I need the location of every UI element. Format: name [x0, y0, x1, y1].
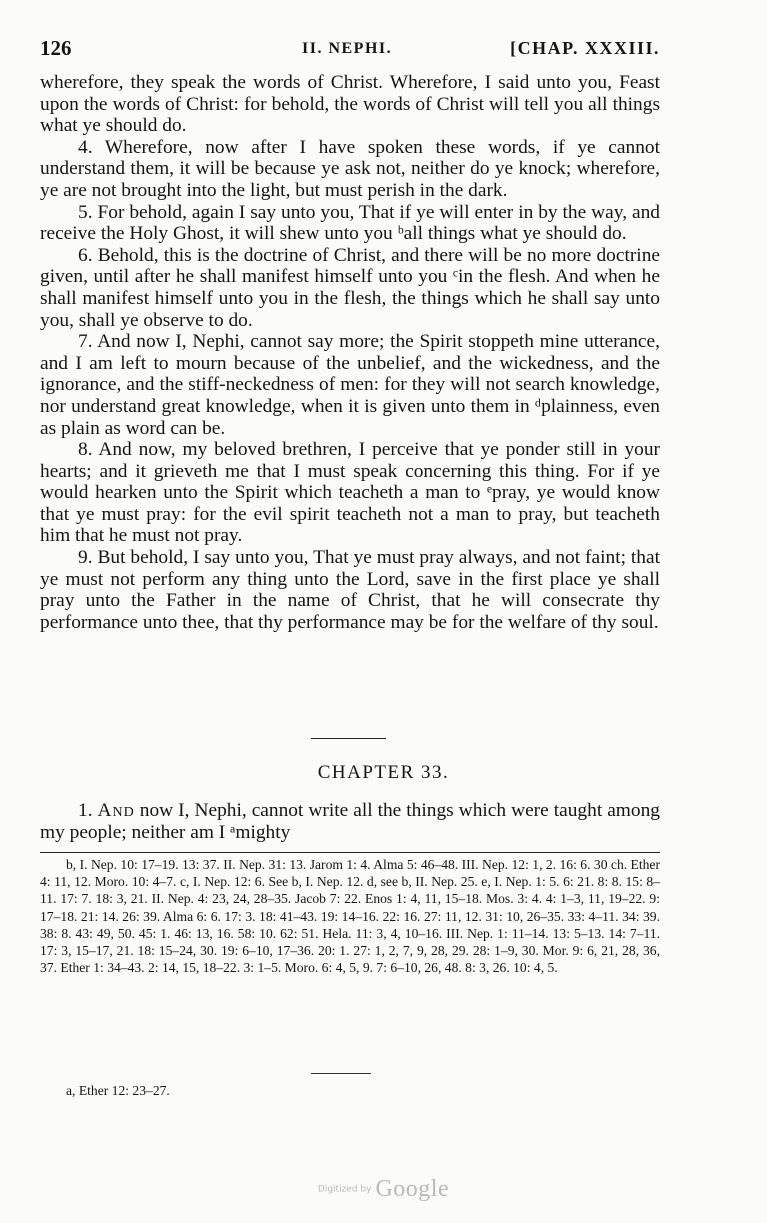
page-number: 126 [40, 36, 72, 60]
digitized-watermark [0, 1176, 767, 1203]
cross-reference-text: b, I. Nep. 10: 17–19. 13: 37. II. Nep. 31: 13. Jarom 1: 4. Alma 5: 46–48. III. Nep. 12: 1, 2. 16: 6. 30 ch. Ether 4: 11, 12. Moro. 10: 4–7. c, I. Nep. 12: 6. See b, I. Nep. 12. d, see b, II. Nep. 25. e, I. Nep. 1: 5. 6: 21. 8: 8. 15: 8–11. 17: 7. 18: 3, 21. II. Nep. 4: 23, 24, 28–35. Jacob 7: 22. Enos 1: 4, 11, 15–18. Mos. 3: 4. 4: 1–3, 11, 19–22. 9: 17–18. 21: 14. 26: 39. Alma 6: 6. 17: 3. 18: 41–43. 19: 14–16. 22: 16. 27: 11, 12. 31: 10, 26–35. 33: 4–11. 34: 39. 38: 8. 43: 49, 50. 45: 1. 46: 13, 16. 58: 10. 62: 51. Hela. 11: 3, 4, 10–16. III. Nep. 1: 11–14. 13: 5–13. 14: 7–11. 17: 3, 15–17, 21. 18: 15–24, 30. 19: 6–10, 17–36. 20: 1. 27: 1, 2, 7, 9, 28, 29. 28: 1–9, 30. Mor. 9: 6, 21, 28, 36, 37. Ether 1: 34–43. 2: 14, 15, 18–22. 3: 1–5. Moro. 6: 4, 5, 9. 7: 6–10, 26, 48. 8: 3, 26. 10: 4, 5. [40, 857, 660, 976]
chapter-33-verse-1 [40, 800, 660, 843]
verse-text: now I, Nephi, cannot write all the things which were taught among my people; neither am I ᵃmighty [40, 800, 660, 843]
verse-6: 6. Behold, this is the doctrine of Christ, and there will be no more doctrine given, until after he shall manifest himself unto you ᶜin the flesh. And when he shall manifest himself unto you in the flesh, the things which he shall say unto you, shall ye observe to do. [40, 244, 660, 331]
verse-7: 7. And now I, Nephi, cannot say more; the Spirit stoppeth mine utterance, and I am left to mourn because of the unbelief, and the wickedness, and the ignorance, and the stiff-neckedness of men: for they will not search knowledge, nor understand great knowledge, when it is given unto them in ᵈplainness, even as plain as word can be. [40, 331, 660, 439]
verse-number: 1. [78, 800, 93, 821]
chapter-heading: CHAPTER 33. [317, 762, 450, 783]
paragraph-continuation: wherefore, they speak the words of Christ. Wherefore, I said unto you, Feast upon the words of Christ: for behold, the words of Christ will tell you all things what ye should do. [40, 72, 660, 137]
verse-5: 5. For behold, again I say unto you, That if ye will enter in by the way, and receive the Holy Ghost, it will shew unto you ᵇall things what ye should do. [40, 201, 660, 245]
verse-8: 8. And now, my beloved brethren, I perceive that ye ponder still in your hearts; and it grieveth me that I must speak concerning this thing. For if ye would hearken unto the Spirit which teacheth a man to ᵉpray, ye would know that ye must pray: for the evil spirit teacheth not a man to pray, but teacheth him that he must not pray. [40, 439, 660, 547]
book-title: II. NEPHI. [302, 40, 393, 57]
running-header [40, 36, 660, 66]
section-divider [311, 738, 386, 739]
watermark-prefix: Digitized by [317, 1184, 372, 1195]
footnote-short-divider [311, 1073, 371, 1074]
google-logo: Google [375, 1176, 450, 1202]
footnote-divider [40, 852, 660, 853]
cross-references [40, 856, 660, 976]
verse-4: 4. Wherefore, now after I have spoken these words, if ye cannot understand them, it will be because ye ask not, neither do ye knock; wherefore, ye are not brought into the light, but must perish in the dark. [40, 136, 660, 201]
chapter-33-text [40, 800, 660, 843]
chapter-reference: [CHAP. XXXIII. [510, 38, 660, 58]
verse-first-word: And [97, 800, 135, 821]
footnote-a: a, Ether 12: 23–27. [66, 1083, 170, 1098]
verse-9: 9. But behold, I say unto you, That ye must pray always, and not faint; that ye must not perform any thing unto the Lord, save in the first place ye shall pray unto the Father in the name of Christ, that he will consecrate thy performance unto thee, that thy performance may be for the welfare of thy soul. [40, 547, 660, 633]
chapter-32-text [40, 72, 660, 633]
